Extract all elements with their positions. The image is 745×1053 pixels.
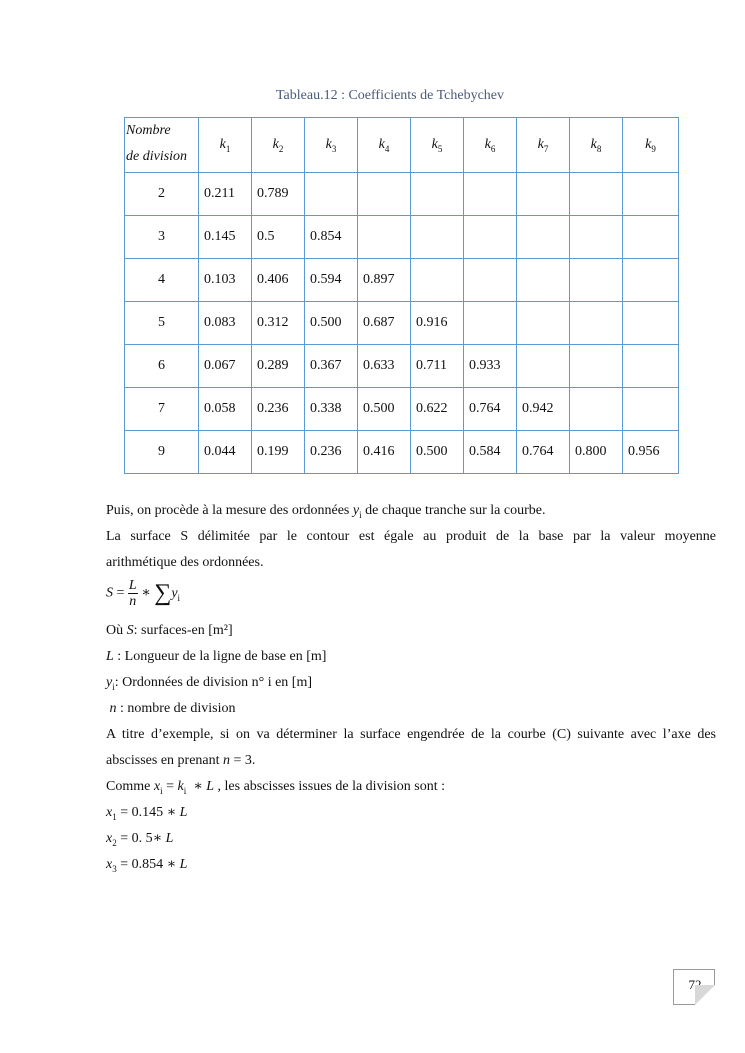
header-k2: $k_2$	[252, 118, 305, 173]
paragraph-surface-line2: arithmétique des ordonnées.	[106, 555, 264, 570]
coefficient-cell: 0.058	[199, 388, 252, 431]
coefficient-cell: 0.594	[305, 259, 358, 302]
coefficient-cell	[517, 216, 570, 259]
coefficient-cell	[623, 216, 679, 259]
coefficient-cell: 0.211	[199, 173, 252, 216]
coefficient-cell	[358, 216, 411, 259]
paragraph-surface-line1: La surface S délimitée par le contour est égale au produit de la base par la valeur moyenne	[106, 529, 716, 544]
coefficient-cell: 0.942	[517, 388, 570, 431]
header-line-1: Nombre	[126, 123, 171, 138]
definition-n: n : nombre de division	[109, 701, 236, 716]
division-count-cell: 5	[125, 302, 199, 345]
coefficient-cell: 0.933	[464, 345, 517, 388]
table-row	[125, 216, 679, 259]
coefficient-cell: 0.367	[305, 345, 358, 388]
coefficient-cell: 0.5	[252, 216, 305, 259]
coefficient-cell: 0.406	[252, 259, 305, 302]
abscissa-x2: $x_2 = 0$. 5∗ L	[106, 831, 174, 848]
table-row	[125, 259, 679, 302]
coefficient-cell: 0.103	[199, 259, 252, 302]
definition-l: L : Longueur de la ligne de base en [m]	[106, 649, 327, 664]
coefficient-cell: 0.916	[411, 302, 464, 345]
coefficient-cell: 0.236	[252, 388, 305, 431]
surface-formula: S = $\frac{L}{n}$ ∗ $\sum y_i$	[106, 578, 181, 609]
page-number: 72	[688, 977, 702, 992]
abscissa-x3: $x_3 = 0.854$ ∗ L	[106, 857, 188, 874]
coefficient-cell: 0.338	[305, 388, 358, 431]
coefficient-cell	[517, 173, 570, 216]
header-k8: $k_8$	[570, 118, 623, 173]
coefficient-cell	[464, 302, 517, 345]
header-nombre-division	[125, 118, 199, 173]
coefficient-cell: 0.236	[305, 431, 358, 474]
coefficient-cell: 0.622	[411, 388, 464, 431]
coefficient-cell	[570, 173, 623, 216]
table-row	[125, 431, 679, 474]
coefficient-cell	[623, 345, 679, 388]
coefficient-cell	[570, 302, 623, 345]
coefficient-cell: 0.800	[570, 431, 623, 474]
coefficient-cell	[358, 173, 411, 216]
table-row	[125, 302, 679, 345]
example-line1: A titre d’exemple, si on va déterminer la surface engendrée de la courbe (C) suivante avec l’axe des	[106, 727, 716, 742]
coefficient-cell: 0.854	[305, 216, 358, 259]
header-k6: $k_6$	[464, 118, 517, 173]
division-count-cell: 4	[125, 259, 199, 302]
comme-line: Comme $x_i = k_i$ ∗ L , les abscisses issues de la division sont :	[106, 779, 446, 796]
coefficient-cell	[570, 259, 623, 302]
coefficient-cell	[411, 216, 464, 259]
coefficient-cell: 0.500	[358, 388, 411, 431]
coefficient-cell: 0.067	[199, 345, 252, 388]
page-number-box	[673, 969, 715, 1005]
coefficient-cell	[411, 173, 464, 216]
coefficient-cell: 0.687	[358, 302, 411, 345]
coefficient-cell: 0.199	[252, 431, 305, 474]
header-k1: $k_1$	[199, 118, 252, 173]
table-caption: Tableau.12 : Coefficients de Tchebychev	[275, 88, 505, 103]
coefficient-cell	[623, 302, 679, 345]
coefficient-cell: 0.764	[464, 388, 517, 431]
header-k7: $k_7$	[517, 118, 570, 173]
header-line-2: de division	[126, 149, 188, 164]
paragraph-ordonnees: Puis, on procède à la mesure des ordonnées $y_i$ de chaque tranche sur la courbe.	[106, 503, 546, 520]
coefficient-cell: 0.789	[252, 173, 305, 216]
coefficient-cell	[570, 216, 623, 259]
division-count-cell: 9	[125, 431, 199, 474]
coefficient-cell: 0.956	[623, 431, 679, 474]
definition-s: Où S: surfaces-en [m²]	[106, 623, 233, 638]
coefficients-table	[124, 117, 679, 474]
coefficient-cell	[517, 302, 570, 345]
division-count-cell: 6	[125, 345, 199, 388]
coefficient-cell	[570, 345, 623, 388]
coefficient-cell: 0.633	[358, 345, 411, 388]
abscissa-x1: $x_1 = 0.145$ ∗ L	[106, 805, 188, 822]
table-row	[125, 345, 679, 388]
table-header-row	[125, 118, 679, 173]
coefficient-cell	[517, 259, 570, 302]
division-count-cell: 3	[125, 216, 199, 259]
coefficient-cell: 0.289	[252, 345, 305, 388]
coefficient-cell: 0.764	[517, 431, 570, 474]
example-line2: abscisses en prenant n = 3.	[106, 753, 256, 768]
coefficient-cell: 0.312	[252, 302, 305, 345]
coefficient-cell: 0.897	[358, 259, 411, 302]
header-k4: $k_4$	[358, 118, 411, 173]
coefficient-cell	[623, 388, 679, 431]
table-row	[125, 173, 679, 216]
coefficient-cell	[305, 173, 358, 216]
coefficient-cell	[623, 259, 679, 302]
header-k5: $k_5$	[411, 118, 464, 173]
coefficient-cell	[411, 259, 464, 302]
coefficient-cell: 0.500	[305, 302, 358, 345]
coefficient-cell	[464, 216, 517, 259]
coefficient-cell	[464, 259, 517, 302]
coefficient-cell	[570, 388, 623, 431]
coefficient-cell	[517, 345, 570, 388]
coefficient-cell	[464, 173, 517, 216]
division-count-cell: 2	[125, 173, 199, 216]
coefficient-cell: 0.711	[411, 345, 464, 388]
coefficient-cell: 0.145	[199, 216, 252, 259]
division-count-cell: 7	[125, 388, 199, 431]
header-k9: $k_9$	[623, 118, 679, 173]
coefficient-cell: 0.044	[199, 431, 252, 474]
coefficient-cell: 0.584	[464, 431, 517, 474]
definition-y: $y_i$: Ordonnées de division n° i en [m]	[106, 675, 313, 692]
coefficient-cell: 0.500	[411, 431, 464, 474]
header-k3: $k_3$	[305, 118, 358, 173]
table-row	[125, 388, 679, 431]
coefficient-cell: 0.083	[199, 302, 252, 345]
coefficient-cell: 0.416	[358, 431, 411, 474]
page-curl-icon	[695, 985, 715, 1005]
coefficient-cell	[623, 173, 679, 216]
